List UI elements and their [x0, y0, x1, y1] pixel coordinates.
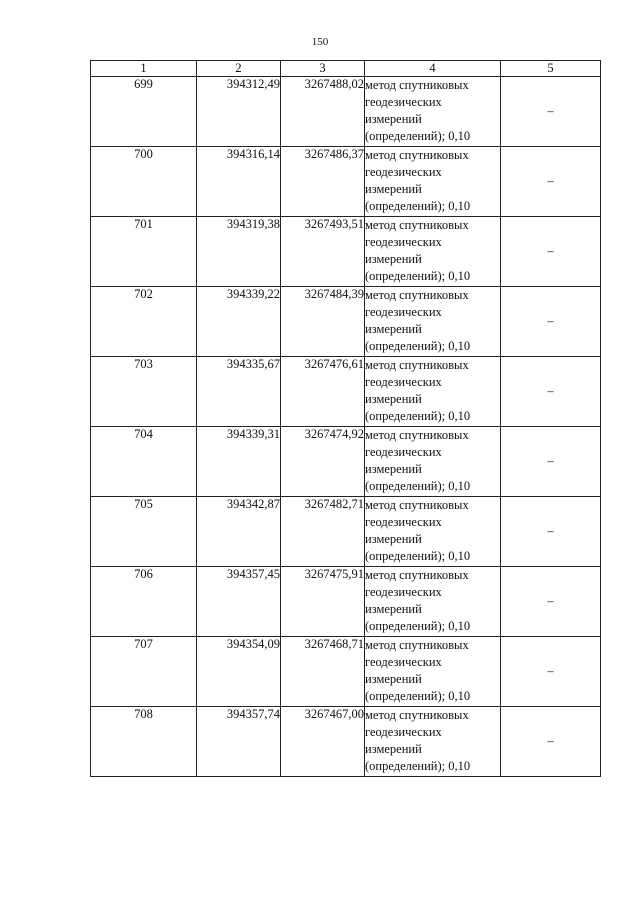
y-coordinate-cell: 3267468,71 — [281, 637, 365, 707]
y-coordinate-cell: 3267476,61 — [281, 357, 365, 427]
x-coordinate-cell: 394335,67 — [197, 357, 281, 427]
table-row — [91, 287, 601, 357]
method-line: геодезических — [365, 95, 442, 109]
y-coordinate-cell: 3267486,37 — [281, 147, 365, 217]
method-line: геодезических — [365, 375, 442, 389]
point-number-cell: 703 — [91, 357, 197, 427]
method-line: метод спутниковых — [365, 498, 469, 512]
method-cell — [365, 287, 501, 357]
method-line: (определений); 0,10 — [365, 339, 471, 353]
x-coordinate-cell: 394342,87 — [197, 497, 281, 567]
method-line: измерений — [365, 672, 422, 686]
method-cell — [365, 217, 501, 287]
method-line: метод спутниковых — [365, 428, 469, 442]
method-line: измерений — [365, 602, 422, 616]
method-line: геодезических — [365, 585, 442, 599]
note-cell: – — [501, 567, 601, 637]
y-coordinate-cell: 3267488,02 — [281, 77, 365, 147]
method-line: измерений — [365, 322, 422, 336]
point-number-cell: 707 — [91, 637, 197, 707]
point-number-cell: 708 — [91, 707, 197, 777]
method-line: метод спутниковых — [365, 638, 469, 652]
method-line: (определений); 0,10 — [365, 199, 471, 213]
method-line: измерений — [365, 392, 422, 406]
method-line: метод спутниковых — [365, 708, 469, 722]
method-line: геодезических — [365, 655, 442, 669]
method-line: геодезических — [365, 515, 442, 529]
method-line: (определений); 0,10 — [365, 409, 471, 423]
method-line: метод спутниковых — [365, 78, 469, 92]
point-number-cell: 704 — [91, 427, 197, 497]
method-cell — [365, 427, 501, 497]
table-body — [91, 77, 601, 777]
method-line: (определений); 0,10 — [365, 269, 471, 283]
y-coordinate-cell: 3267493,51 — [281, 217, 365, 287]
method-cell — [365, 707, 501, 777]
table-row — [91, 357, 601, 427]
method-line: геодезических — [365, 725, 442, 739]
point-number-cell: 705 — [91, 497, 197, 567]
table-row — [91, 707, 601, 777]
method-line: геодезических — [365, 235, 442, 249]
method-cell — [365, 567, 501, 637]
note-cell: – — [501, 427, 601, 497]
method-line: метод спутниковых — [365, 568, 469, 582]
x-coordinate-cell: 394354,09 — [197, 637, 281, 707]
method-line: геодезических — [365, 305, 442, 319]
method-line: (определений); 0,10 — [365, 129, 471, 143]
x-coordinate-cell: 394339,31 — [197, 427, 281, 497]
note-cell: – — [501, 357, 601, 427]
header-col-2: 2 — [197, 61, 281, 77]
method-line: измерений — [365, 182, 422, 196]
header-col-4: 4 — [365, 61, 501, 77]
method-line: (определений); 0,10 — [365, 689, 471, 703]
method-line: геодезических — [365, 165, 442, 179]
table-row — [91, 637, 601, 707]
header-col-3: 3 — [281, 61, 365, 77]
table-row — [91, 77, 601, 147]
method-line: метод спутниковых — [365, 148, 469, 162]
y-coordinate-cell: 3267474,92 — [281, 427, 365, 497]
header-row — [91, 61, 601, 77]
method-line: метод спутниковых — [365, 288, 469, 302]
table-header — [91, 61, 601, 77]
method-line: (определений); 0,10 — [365, 549, 471, 563]
x-coordinate-cell: 394339,22 — [197, 287, 281, 357]
method-line: измерений — [365, 112, 422, 126]
point-number-cell: 699 — [91, 77, 197, 147]
x-coordinate-cell: 394316,14 — [197, 147, 281, 217]
page-number: 150 — [311, 36, 329, 48]
note-cell: – — [501, 147, 601, 217]
note-cell: – — [501, 217, 601, 287]
header-col-1: 1 — [91, 61, 197, 77]
x-coordinate-cell: 394319,38 — [197, 217, 281, 287]
method-line: (определений); 0,10 — [365, 619, 471, 633]
method-line: (определений); 0,10 — [365, 759, 471, 773]
method-line: измерений — [365, 532, 422, 546]
x-coordinate-cell: 394357,45 — [197, 567, 281, 637]
table-row — [91, 567, 601, 637]
method-cell — [365, 637, 501, 707]
note-cell: – — [501, 77, 601, 147]
note-cell: – — [501, 637, 601, 707]
point-number-cell: 706 — [91, 567, 197, 637]
coordinates-table — [90, 60, 601, 777]
method-cell — [365, 77, 501, 147]
method-line: измерений — [365, 742, 422, 756]
method-line: измерений — [365, 252, 422, 266]
header-col-5: 5 — [501, 61, 601, 77]
table-row — [91, 427, 601, 497]
method-line: метод спутниковых — [365, 358, 469, 372]
x-coordinate-cell: 394357,74 — [197, 707, 281, 777]
point-number-cell: 700 — [91, 147, 197, 217]
y-coordinate-cell: 3267484,39 — [281, 287, 365, 357]
point-number-cell: 702 — [91, 287, 197, 357]
point-number-cell: 701 — [91, 217, 197, 287]
method-line: (определений); 0,10 — [365, 479, 471, 493]
y-coordinate-cell: 3267482,71 — [281, 497, 365, 567]
note-cell: – — [501, 707, 601, 777]
method-cell — [365, 147, 501, 217]
x-coordinate-cell: 394312,49 — [197, 77, 281, 147]
note-cell: – — [501, 287, 601, 357]
method-cell — [365, 497, 501, 567]
method-line: метод спутниковых — [365, 218, 469, 232]
method-cell — [365, 357, 501, 427]
y-coordinate-cell: 3267467,00 — [281, 707, 365, 777]
method-line: геодезических — [365, 445, 442, 459]
table-row — [91, 217, 601, 287]
y-coordinate-cell: 3267475,91 — [281, 567, 365, 637]
method-line: измерений — [365, 462, 422, 476]
table-row — [91, 497, 601, 567]
note-cell: – — [501, 497, 601, 567]
table-row — [91, 147, 601, 217]
